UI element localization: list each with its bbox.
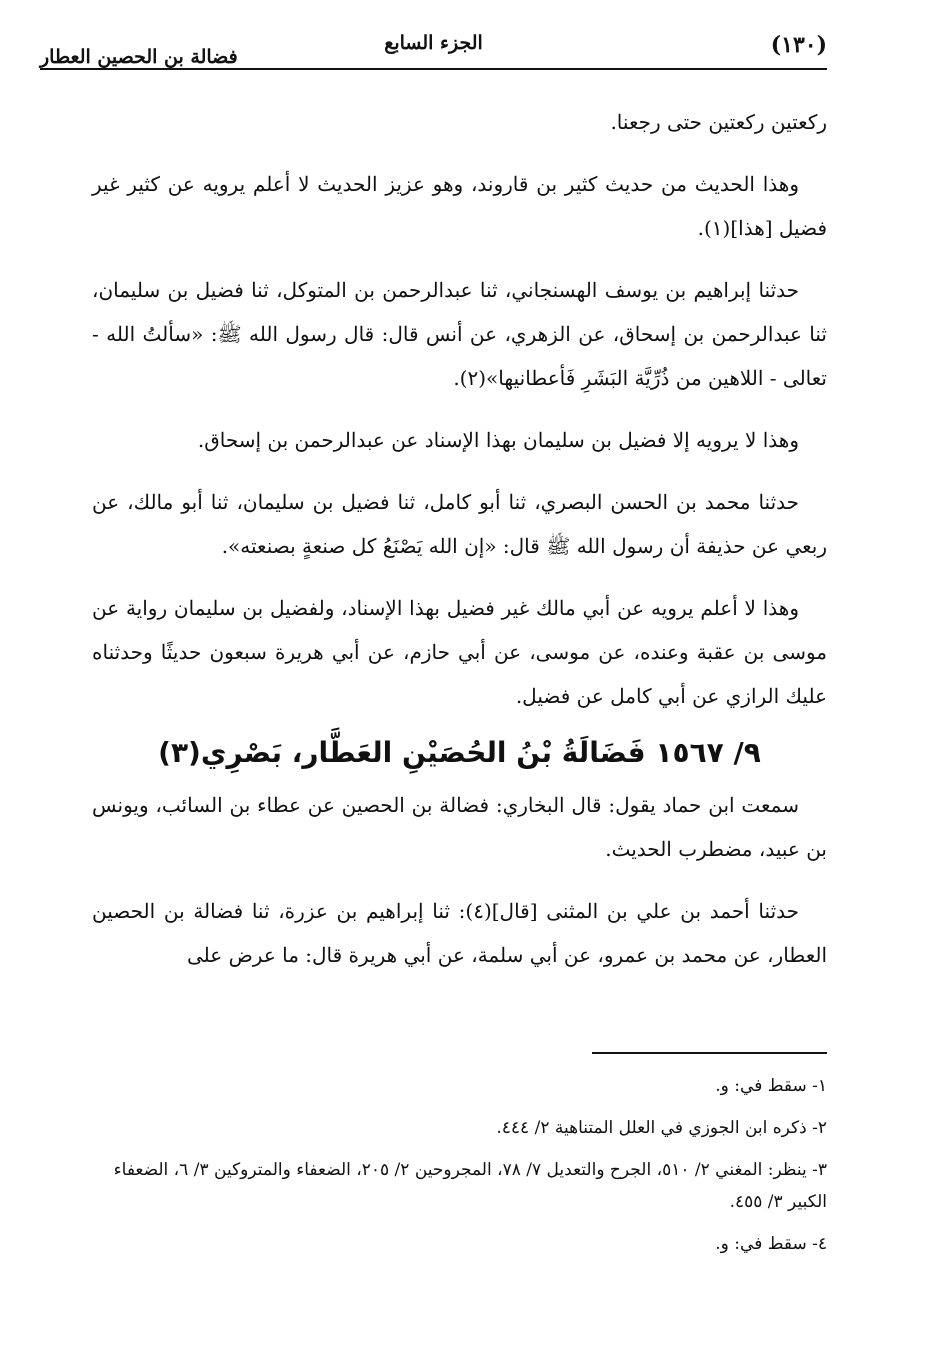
- footnotes: [92, 1070, 827, 1270]
- paragraph: وهذا لا أعلم يرويه عن أبي مالك غير فضيل بهذا الإسناد، ولفضيل بن سليمان رواية عن موسى بن عقبة وعنده، عن موسى، عن أبي حازم، عن أبي هريرة سبعون حديثًا وحدثناه عليك الرازي عن أبي كامل عن فضيل.: [92, 596, 827, 708]
- paragraph: حدثنا محمد بن الحسن البصري، ثنا أبو كامل، ثنا فضيل بن سليمان، ثنا أبو مالك، عن ربعي عن حذيفة أن رسول الله ﷺ قال: «إن الله يَصْنَعُ كل صنعةٍ بصنعته».: [92, 490, 827, 558]
- section-heading: ٩/ ١٥٦٧ فَضَالَةُ بْنُ الحُصَيْنِ العَطَّار، بَصْرِي(٣): [158, 736, 761, 769]
- footnote: ١- سقط في: و.: [715, 1076, 827, 1096]
- main-text: [92, 100, 827, 995]
- page-number: (١٣٠): [770, 32, 827, 58]
- paragraph: سمعت ابن حماد يقول: قال البخاري: فضالة بن الحصين عن عطاء بن السائب، ويونس بن عبيد، مضطرب الحديث.: [92, 793, 827, 861]
- paragraph: حدثنا أحمد بن علي بن المثنى [قال](٤): ثنا إبراهيم بن عزرة، ثنا فضالة بن الحصين العطار، عن محمد بن عمرو، عن أبي سلمة، عن أبي هريرة قال: ما عرض على: [92, 899, 827, 967]
- footnote: ٢- ذكره ابن الجوزي في العلل المتناهية ٢/ ٤٤٤.: [496, 1118, 827, 1138]
- running-title: فضالة بن الحصين العطار: [40, 46, 238, 68]
- volume-title: الجزء السابع: [384, 32, 483, 54]
- paragraph: وهذا لا يرويه إلا فضيل بن سليمان بهذا الإسناد عن عبدالرحمن بن إسحاق.: [197, 428, 799, 452]
- page-header: [40, 28, 827, 70]
- paragraph: وهذا الحديث من حديث كثير بن قاروند، وهو عزيز الحديث لا أعلم يرويه عن كثير غير فضيل [هذا](١).: [92, 172, 827, 240]
- paragraph: حدثنا إبراهيم بن يوسف الهسنجاني، ثنا عبدالرحمن بن المتوكل، ثنا فضيل بن سليمان، ثنا عبدالرحمن بن إسحاق، عن الزهري، عن أنس قال: قال رسول الله ﷺ: «سألتُ الله - تعالى - اللاهين من ذُرِّيَّة البَشَرِ فَأعطانيها»(٢).: [92, 278, 827, 390]
- footnote: ٣- ينظر: المغني ٢/ ٥١٠، الجرح والتعديل ٧/ ٧٨، المجروحين ٢/ ٢٠٥، الضعفاء والمتروكين ٣/ ٦، الضعفاء الكبير ٣/ ٤٥٥.: [113, 1160, 827, 1212]
- paragraph: ركعتين ركعتين حتى رجعنا.: [610, 110, 827, 134]
- footnote-separator: [592, 1052, 827, 1054]
- footnote: ٤- سقط في: و.: [715, 1234, 827, 1254]
